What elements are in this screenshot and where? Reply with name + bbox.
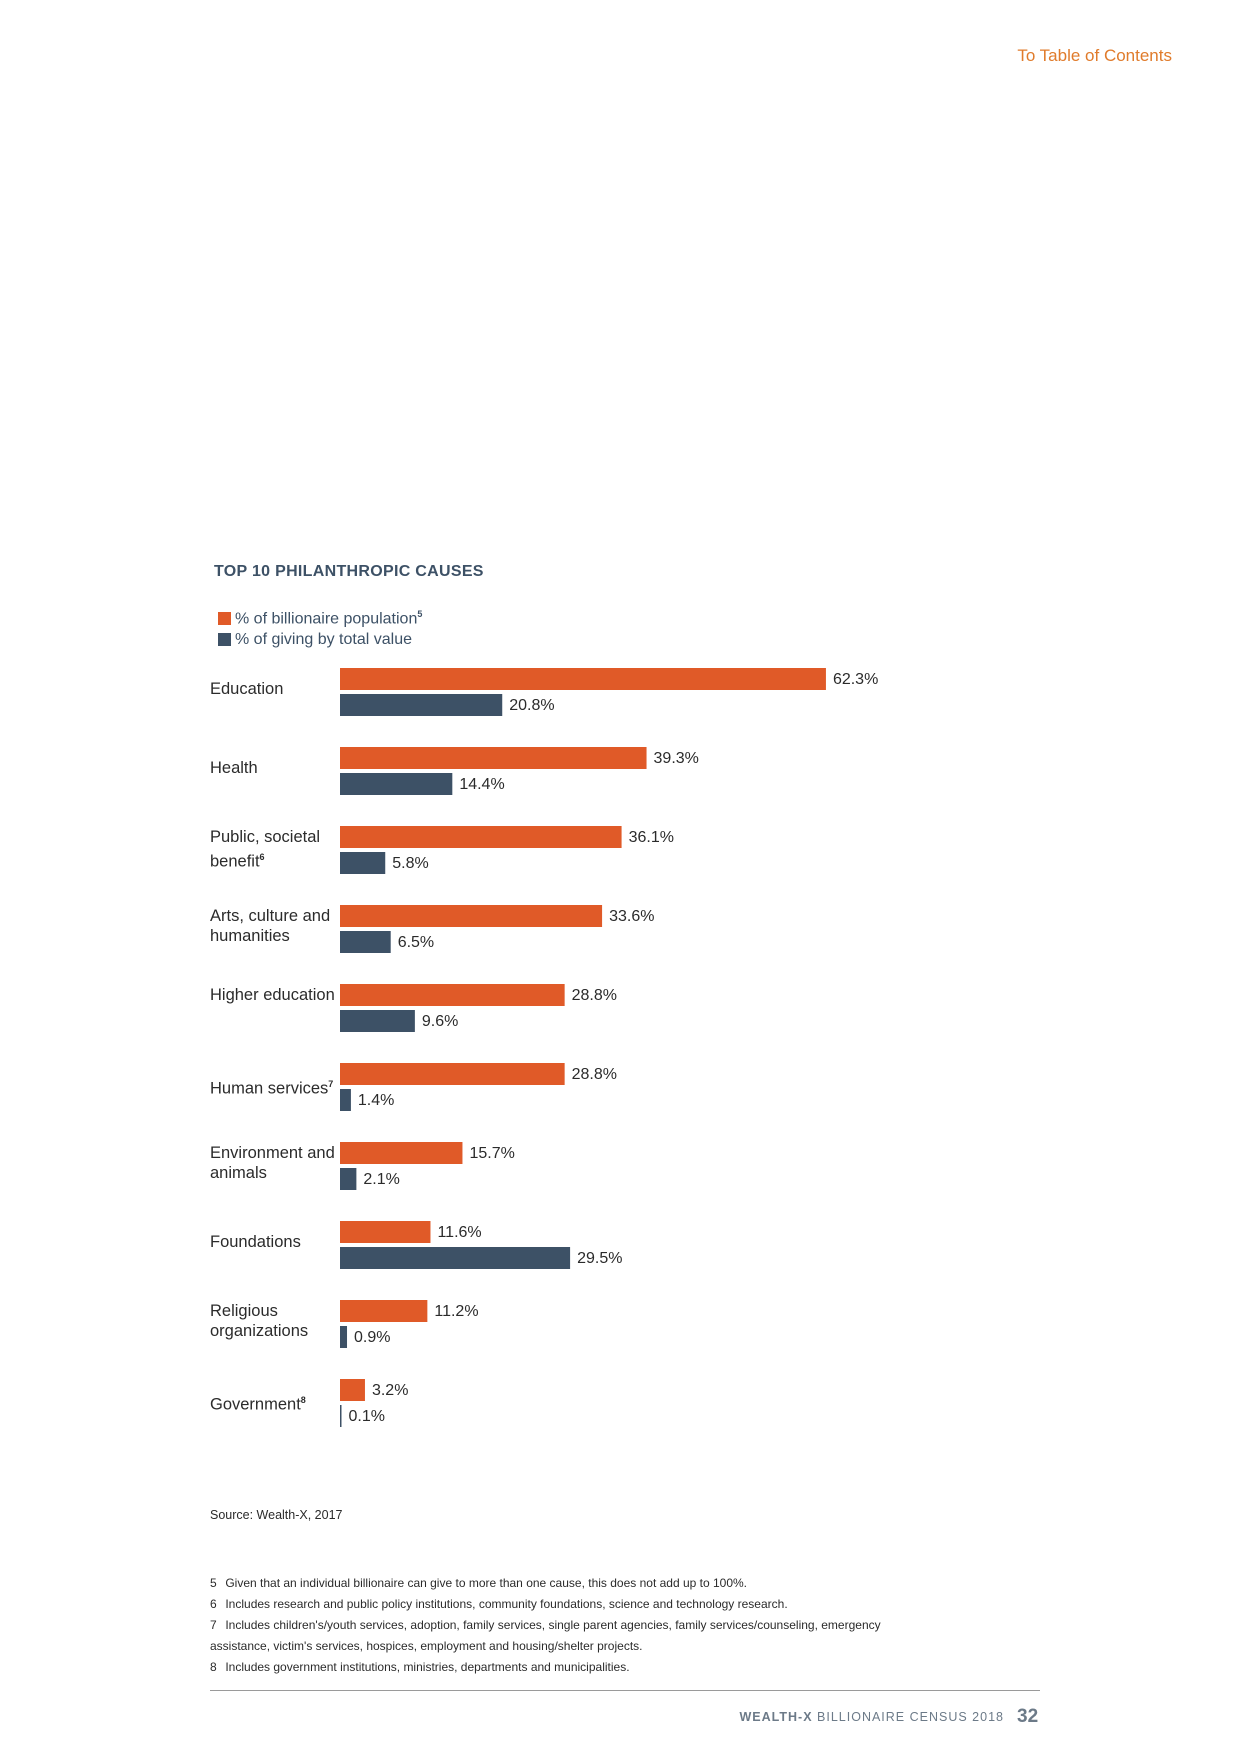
value-label-higher-education-giving: 9.6% xyxy=(421,1013,459,1030)
bar-higher-education-giving xyxy=(340,1010,415,1032)
source-note: Source: Wealth-X, 2017 xyxy=(210,1508,343,1522)
value-label-arts-culture-and-humanities-giving: 6.5% xyxy=(397,934,435,951)
value-label-religious-organizations-giving: 0.9% xyxy=(354,1329,391,1346)
category-label-human-services: Human services$^7$ xyxy=(210,1079,334,1098)
footer-divider xyxy=(210,1690,1040,1691)
bar-public-societal-benefit-giving xyxy=(340,852,385,874)
bar-environment-and-animals-giving xyxy=(340,1168,356,1190)
bar-foundations-population xyxy=(340,1221,430,1243)
bar-arts-culture-and-humanities-population xyxy=(340,905,602,927)
category-label-foundations: Foundations xyxy=(210,1233,301,1251)
bar-religious-organizations-giving xyxy=(340,1326,347,1348)
bar-public-societal-benefit-population xyxy=(340,826,622,848)
value-label-higher-education-population: 28.8% xyxy=(571,987,618,1004)
bar-human-services-giving xyxy=(340,1089,351,1111)
category-label-higher-education: Higher education xyxy=(210,986,335,1004)
footnote-5: 5 Given that an individual billionaire can give to more than one cause, this does not add up to 100%. xyxy=(210,1576,748,1590)
value-label-health-population: 39.3% xyxy=(653,750,699,767)
category-label-public-societal-benefit: Public, societal benefit$^6$ xyxy=(210,828,321,871)
page-number: 32 xyxy=(1017,1706,1039,1727)
bar-higher-education-population xyxy=(340,984,565,1006)
category-label-education: Education xyxy=(210,680,284,698)
bar-government-giving xyxy=(340,1405,342,1427)
bar-education-population xyxy=(340,668,826,690)
category-label-religious-organizations: Religious organizations xyxy=(210,1302,309,1340)
value-label-health-giving: 14.4% xyxy=(459,776,505,793)
value-label-public-societal-benefit-population: 36.1% xyxy=(628,829,674,846)
value-label-human-services-population: 28.8% xyxy=(571,1066,618,1083)
value-label-government-giving: 0.1% xyxy=(348,1408,385,1425)
bar-education-giving xyxy=(340,694,502,716)
table-of-contents-link[interactable]: To Table of Contents xyxy=(1017,46,1172,65)
category-label-health: Health xyxy=(210,759,258,777)
bar-health-giving xyxy=(340,773,452,795)
category-label-arts-culture-and-humanities: Arts, culture and humanities xyxy=(210,907,331,945)
bar-government-population xyxy=(340,1379,365,1401)
value-label-government-population: 3.2% xyxy=(371,1382,409,1399)
legend-label-giving: % of giving by total value xyxy=(235,630,412,648)
bar-environment-and-animals-population xyxy=(340,1142,462,1164)
value-label-environment-and-animals-population: 15.7% xyxy=(469,1145,515,1162)
value-label-religious-organizations-population: 11.2% xyxy=(434,1303,479,1320)
category-label-government: Government$^8$ xyxy=(210,1395,306,1414)
category-label-environment-and-animals: Environment and animals xyxy=(210,1144,335,1182)
bar-arts-culture-and-humanities-giving xyxy=(340,931,391,953)
footnote-7: 7 Includes children's/youth services, adoption, family services, single parent agencies, family services/counseling, emergency xyxy=(210,1618,881,1632)
bar-religious-organizations-population xyxy=(340,1300,427,1322)
value-label-foundations-population: 11.6% xyxy=(437,1224,482,1241)
bar-foundations-giving xyxy=(340,1247,570,1269)
footnote-6: 6 Includes research and public policy institutions, community foundations, science and technology research. xyxy=(210,1597,788,1611)
chart-title: TOP 10 PHILANTHROPIC CAUSES xyxy=(214,563,484,580)
value-label-environment-and-animals-giving: 2.1% xyxy=(363,1171,400,1188)
legend-label-population: % of billionaire population$^5$ xyxy=(235,608,423,628)
value-label-foundations-giving: 29.5% xyxy=(577,1250,623,1267)
footnotes xyxy=(210,1573,1030,1678)
value-label-public-societal-benefit-giving: 5.8% xyxy=(392,855,429,872)
bar-human-services-population xyxy=(340,1063,565,1085)
footnote-7-continuation: assistance, victim's services, hospices, employment and housing/shelter projects. xyxy=(210,1639,643,1653)
bar-health-population xyxy=(340,747,647,769)
footnote-8: 8 Includes government institutions, ministries, departments and municipalities. xyxy=(210,1660,630,1674)
value-label-arts-culture-and-humanities-population: 33.6% xyxy=(609,908,655,925)
value-label-education-population: 62.3% xyxy=(832,671,879,688)
footer-report-title: WEALTH-X BILLIONAIRE CENSUS 2018 xyxy=(739,1710,1004,1724)
value-label-education-giving: 20.8% xyxy=(509,697,555,714)
value-label-human-services-giving: 1.4% xyxy=(357,1092,395,1109)
